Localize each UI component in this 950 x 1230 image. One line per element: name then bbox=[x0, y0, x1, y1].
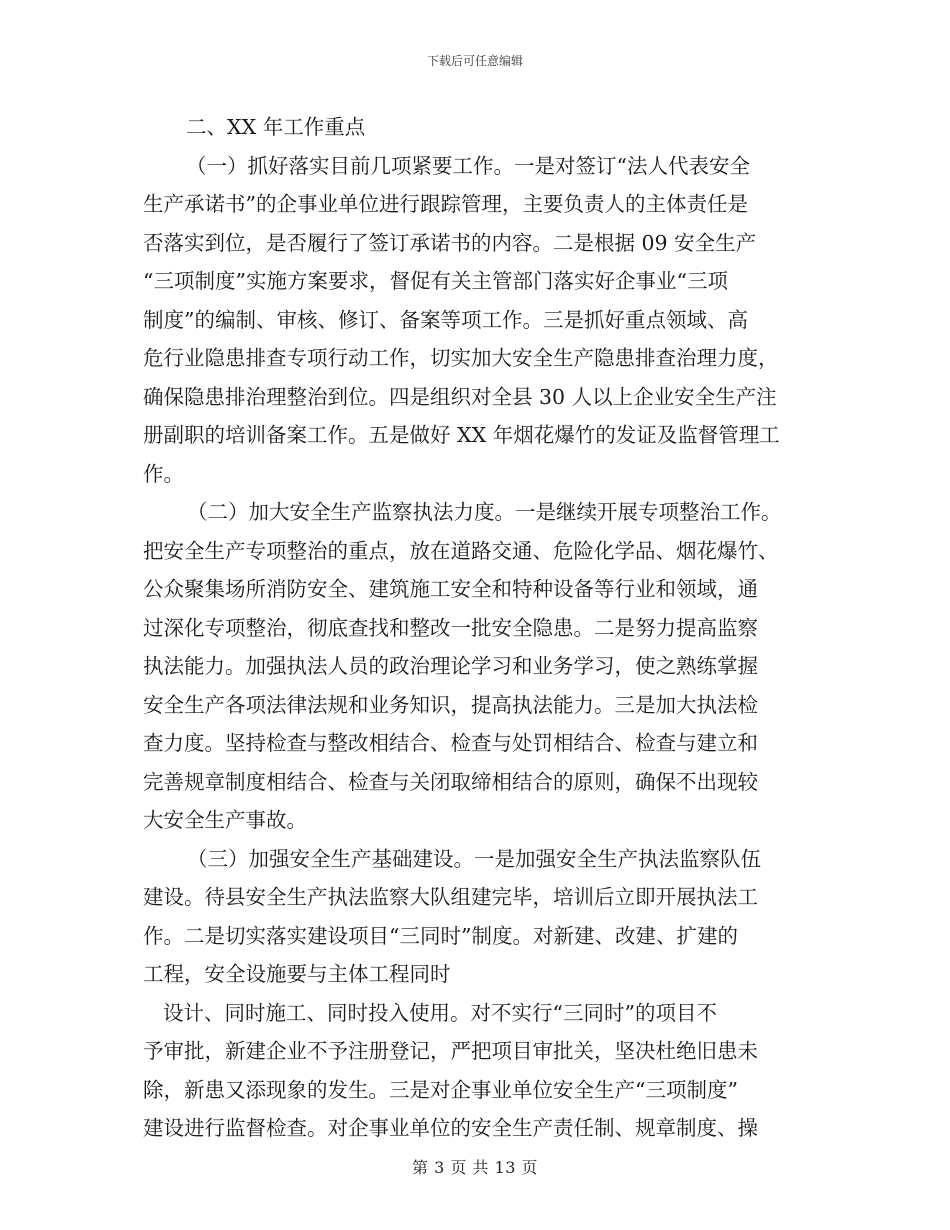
paragraph-line: 设计、同时施工、同时投入使用。对不实行“三同时”的项目不 bbox=[163, 1000, 717, 1025]
paragraph-line: 制度”的编制、审核、修订、备案等项工作。三是抓好重点领域、高 bbox=[143, 307, 748, 332]
paragraph-line: 生产承诺书”的企事业单位进行跟踪管理，主要负责人的主体责任是 bbox=[143, 192, 748, 216]
document-body bbox=[143, 108, 805, 1148]
paragraph-line: （三）加强安全生产基础建设。一是加强安全生产执法监察队伍 bbox=[187, 846, 761, 871]
paragraph-line: 否落实到位，是否履行了签订承诺书的内容。二是根据 09 安全生产 bbox=[143, 230, 757, 255]
paragraph-line: （二）加大安全生产监察执法力度。一是继续开展专项整治工作。 bbox=[187, 500, 782, 524]
paragraph-line: “三项制度”实施方案要求，督促有关主管部门落实好企事业“三项 bbox=[143, 269, 728, 293]
page-header-note: 下载后可任意编辑 bbox=[426, 54, 523, 68]
paragraph-line: 执法能力。加强执法人员的政治理论学习和业务学习，使之熟练掌握 bbox=[143, 654, 758, 678]
paragraph-line: 查力度。坚持检查与整改相结合、检查与处罚相结合、检查与建立和 bbox=[143, 731, 758, 755]
paragraph-line: 除，新患又添现象的发生。三是对企事业单位安全生产“三项制度” bbox=[143, 1077, 738, 1102]
paragraph-line: 危行业隐患排查专项行动工作，切实加大安全生产隐患排查治理力度， bbox=[143, 346, 779, 370]
paragraph-line: 确保隐患排治理整治到位。四是组织对全县 30 人以上企业安全生产注 bbox=[143, 384, 777, 409]
paragraph-line: 建设进行监督检查。对企事业单位的安全生产责任制、规章制度、操 bbox=[143, 1116, 758, 1140]
paragraph-line: （一）抓好落实目前几项紧要工作。一是对签订“法人代表安全 bbox=[186, 153, 750, 178]
paragraph-line: 安全生产各项法律法规和业务知识，提高执法能力。三是加大执法检 bbox=[143, 692, 758, 717]
paragraph-line: 过深化专项整治，彻底查找和整改一批安全隐患。二是努力提高监察 bbox=[143, 615, 758, 640]
paragraph-line: 工程，安全设施要与主体工程同时 bbox=[143, 962, 451, 986]
page-number: 第 3 页 共 13 页 bbox=[412, 1158, 538, 1177]
paragraph-line: 册副职的培训备案工作。五是做好 XX 年烟花爆竹的发证及监督管理工 bbox=[143, 423, 780, 447]
paragraph-line: 作。二是切实落实建设项目“三同时”制度。对新建、改建、扩建的 bbox=[143, 923, 738, 948]
section-heading: 二、XX 年工作重点 bbox=[186, 115, 366, 139]
paragraph-line: 作。 bbox=[143, 461, 184, 486]
paragraph-line: 公众聚集场所消防安全、建筑施工安全和特种设备等行业和领域，通 bbox=[143, 577, 758, 601]
paragraph-line: 建设。待县安全生产执法监察大队组建完毕，培训后立即开展执法工 bbox=[143, 885, 758, 909]
paragraph-line: 予审批，新建企业不予注册登记，严把项目审批关，坚决杜绝旧患未 bbox=[143, 1039, 758, 1063]
paragraph-line: 完善规章制度相结合、检查与关闭取缔相结合的原则，确保不出现较 bbox=[143, 769, 758, 794]
paragraph-line: 把安全生产专项整治的重点，放在道路交通、危险化学品、烟花爆竹、 bbox=[143, 538, 779, 563]
paragraph-line: 大安全生产事故。 bbox=[143, 808, 307, 832]
